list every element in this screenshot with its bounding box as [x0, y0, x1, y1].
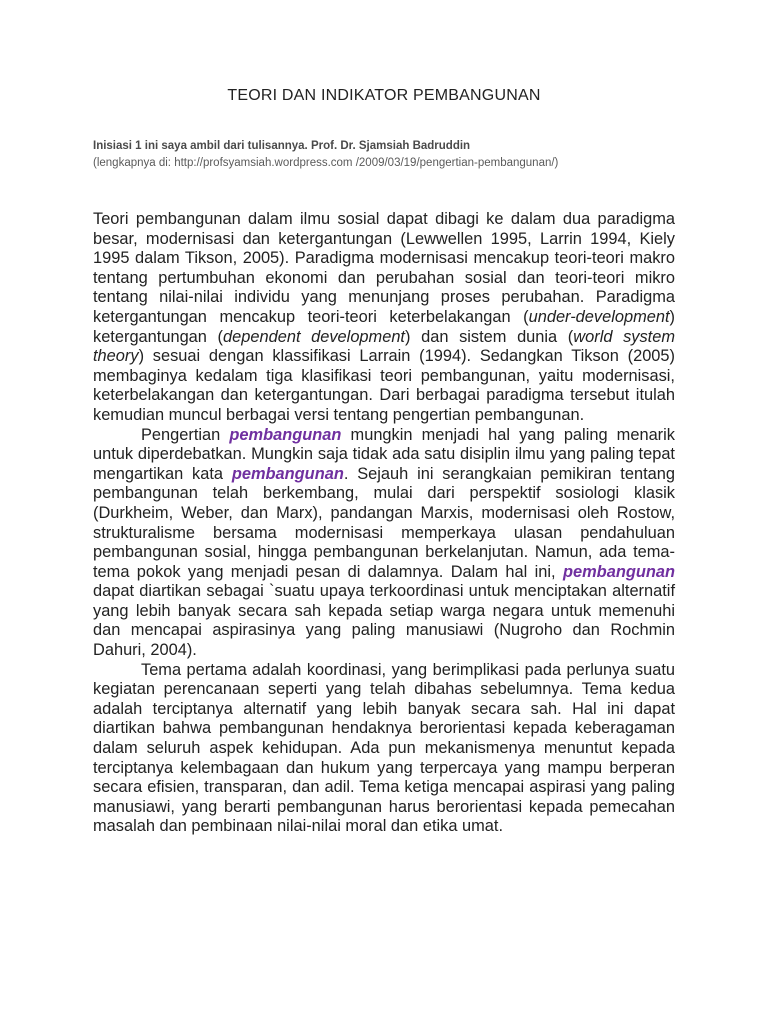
keyword-pembangunan: pembangunan	[229, 425, 342, 444]
term-dependent-development: dependent development	[223, 327, 405, 346]
paragraph-3: Tema pertama adalah koordinasi, yang berimplikasi pada perlunya suatu kegiatan perencanaan seperti yang telah dibahas sebelumnya. Tema kedua adalah terciptanya alternatif yang lebih banyak secara sah. Hal ini dapat diartikan bahwa pembangunan hendaknya berorientasi kepada keberagaman dalam seluruh aspek kehidupan. Ada pun mekanismenya menuntut kepada terciptanya kelembagaan dan hukum yang terpercaya yang mampu berperan secara efisien, transparan, dan adil. Tema ketiga mencapai aspirasi yang paling manusiawi, yang berarti pembangunan harus berorientasi kepada pemecahan masalah dan pembinaan nilai-nilai moral dan etika umat.	[93, 660, 675, 836]
paragraph-2-text-d: dapat diartikan sebagai `suatu upaya terkoordinasi untuk menciptakan alternatif yang lebih banyak secara sah kepada setiap warga negara untuk memenuhi dan mencapai aspirasinya yang paling manusiawi (Nugroho dan Rochmin Dahuri, 2004).	[93, 582, 675, 660]
paragraph-2-text-b: mungkin menjadi hal yang paling menarik untuk diperdebatkan. Mungkin saja tidak ada satu disiplin ilmu yang paling tepat mengartikan kata	[93, 425, 675, 483]
term-world-system-theory: world system theory	[93, 327, 675, 366]
document-title: TEORI DAN INDIKATOR PEMBANGUNAN	[227, 87, 541, 104]
paragraph-1	[93, 210, 675, 426]
paragraph-1-text-d: ) sesuai dengan klassifikasi Larrain (1994). Sedangkan Tikson (2005) membaginya kedalam tiga klasifikasi teori pembangunan, yaitu modernisasi, keterbelakangan dan ketergantungan. Dari berbagai paradigma tersebut itulah kemudian muncul berbagai versi tentang pengertian pembangunan.	[93, 347, 675, 424]
paragraph-1-text-c: ) dan sistem dunia (	[405, 327, 574, 346]
credit-author-line: Inisiasi 1 ini saya ambil dari tulisannya. Prof. Dr. Sjamsiah Badruddin	[93, 140, 471, 152]
paragraph-2	[93, 426, 675, 661]
paragraph-2-text-a: Pengertian	[141, 425, 230, 444]
credit-block	[93, 138, 675, 172]
document-body	[93, 210, 675, 837]
paragraph-2-text-c: . Sejauh ini serangkaian pemikiran tentang pembangunan telah berkembang, mulai dari perspektif sosiologi klasik (Durkheim, Weber, dan Marx), pandangan Marxis, modernisasi oleh Rostow, strukturalisme bersama modernisasi memperkaya ulasan pendahuluan pembangunan sosial, hingga pembangunan berkelanjutan. Namun, ada tema-tema pokok yang menjadi pesan di dalamnya. Dalam hal ini,	[93, 464, 675, 581]
term-under-development: under-development	[528, 307, 670, 326]
paragraph-1-text-a: Teori pembangunan dalam ilmu sosial dapat dibagi ke dalam dua paradigma besar, modernisasi dan ketergantungan (Lewwellen 1995, Larrin 1994, Kiely 1995 dalam Tikson, 2005). Paradigma modernisasi mencakup teori-teori makro tentang pertumbuhan ekonomi dan perubahan sosial dan teori-teori mikro tentang nilai-nilai individu yang menunjang proses perubahan. Paradigma ketergantungan mencakup teori-teori keterbelakangan (	[93, 210, 675, 326]
keyword-pembangunan: pembangunan	[231, 464, 344, 483]
keyword-pembangunan: pembangunan	[562, 562, 675, 581]
paragraph-1-text-b: ) ketergantungan (	[93, 307, 675, 346]
credit-source-line: (lengkapnya di: http://profsyamsiah.wordpress.com /2009/03/19/pengertian-pembangunan/)	[93, 157, 559, 169]
